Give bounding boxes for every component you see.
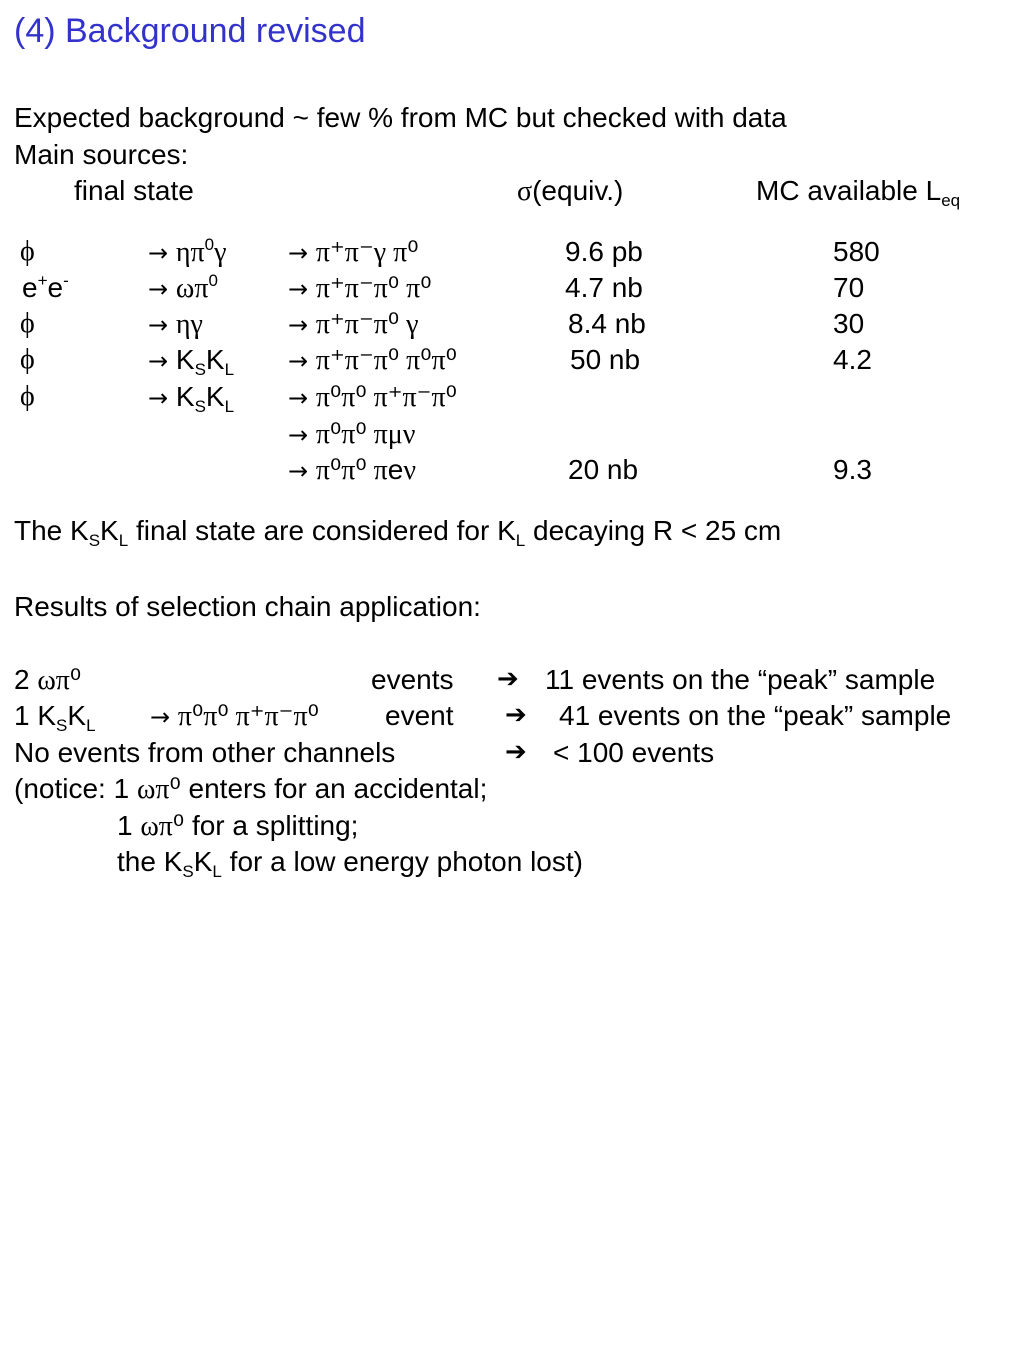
- arrow-icon: →: [288, 347, 309, 375]
- mc-value: 70: [833, 272, 865, 303]
- decay-mid: → $K_SK_L$: [148, 344, 235, 379]
- decay-final: → π⁺π⁻γ π⁰: [288, 237, 419, 268]
- arrow-icon: →: [148, 347, 169, 375]
- bold-arrow-icon: ➔: [505, 700, 527, 730]
- sigma-value: 4.7 nb: [565, 272, 643, 303]
- notice-line-2: 1 ωπ⁰ for a splitting;: [117, 810, 359, 842]
- intro-line-1: Expected background ~ few % from MC but checked with data: [14, 102, 787, 133]
- page-title: (4) Background revised: [14, 12, 366, 50]
- col1-ee: e+e-: [22, 271, 69, 303]
- arrow-icon: →: [288, 384, 309, 412]
- col1-phi: ϕ: [20, 236, 35, 267]
- col1-phi: ϕ: [20, 308, 35, 339]
- decay-final: → π⁺π⁻π⁰ π⁰π⁰: [288, 345, 457, 376]
- sigma-value: 50 nb: [570, 344, 641, 375]
- sigma-symbol: σ: [517, 176, 533, 207]
- sigma-value: 8.4 nb: [568, 308, 646, 339]
- decay-final: → π⁺π⁻π⁰ π⁰: [288, 273, 432, 304]
- notice-line-3: the $K_SK_L$ for a low energy photon lost): [117, 846, 583, 881]
- mc-value: 4.2: [833, 344, 872, 375]
- mc-value: 30: [833, 308, 865, 339]
- decay-mid: → $\eta\pi^0\gamma$: [148, 235, 227, 268]
- mc-value: 580: [833, 236, 880, 267]
- notice-line-1: (notice: 1 ωπ⁰ enters for an accidental;: [14, 773, 488, 805]
- results-heading: Results of selection chain application:: [14, 591, 481, 622]
- arrow-icon: →: [150, 703, 171, 731]
- decay-final: → π⁺π⁻π⁰ γ: [288, 309, 419, 340]
- decay-mid: → ηγ: [148, 309, 203, 340]
- kskl-note: The $K_SK_L$ final state are considered for $K_L$ decaying R < 25 cm: [14, 515, 782, 550]
- sigma-label: (equiv.): [532, 175, 624, 206]
- col1-phi: ϕ: [20, 344, 35, 375]
- arrow-icon: →: [148, 384, 169, 412]
- arrow-icon: →: [288, 239, 309, 267]
- sigma-value: 9.6 pb: [565, 236, 643, 267]
- decay-mid: → $\omega\pi^0$: [148, 271, 218, 304]
- arrow-icon: →: [288, 275, 309, 303]
- arrow-icon: →: [288, 457, 309, 485]
- decay-mid: → $K_SK_L$: [148, 381, 235, 416]
- header-mc-available: [756, 175, 961, 210]
- bold-arrow-icon: ➔: [505, 737, 527, 767]
- mc-sub: eq: [941, 191, 961, 210]
- bold-arrow-icon: ➔: [497, 664, 519, 694]
- arrow-icon: →: [148, 311, 169, 339]
- header-sigma: [517, 177, 623, 206]
- decay-final: → π⁰π⁰ πμν: [288, 419, 416, 450]
- mc-value: 9.3: [833, 454, 872, 485]
- intro-line-2: Main sources:: [14, 139, 189, 170]
- sigma-value: 20 nb: [568, 454, 639, 485]
- decay-final: → π⁰π⁰ π⁺π⁻π⁰: [288, 382, 457, 413]
- arrow-icon: →: [148, 275, 169, 303]
- col1-phi: ϕ: [20, 381, 35, 412]
- arrow-icon: →: [148, 239, 169, 267]
- arrow-icon: →: [288, 421, 309, 449]
- mc-label: MC available L: [756, 175, 942, 206]
- arrow-icon: →: [288, 311, 309, 339]
- header-final-state: final state: [74, 175, 194, 206]
- decay-final: → π⁰π⁰ πeν: [288, 454, 416, 486]
